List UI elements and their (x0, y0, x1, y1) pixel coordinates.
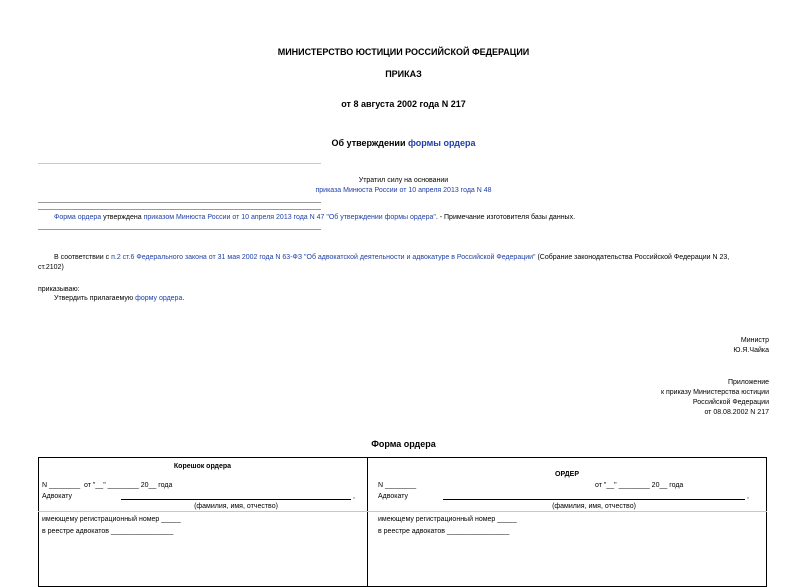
approve-end: . (182, 295, 185, 302)
stub-registry: в реестре адвокатов ________________ (42, 528, 174, 535)
document-date-number: от 8 августа 2002 года N 217 (341, 99, 466, 109)
stub-registration-number: имеющему регистрационный номер _____ (42, 516, 181, 523)
divider (38, 229, 321, 230)
appendix-line2: к приказу Министерства юстиции (660, 389, 769, 396)
divider (38, 209, 321, 210)
stub-lawyer-label: Адвокату (42, 493, 73, 500)
order-lawyer-name-line[interactable] (443, 499, 745, 500)
preamble-text: В соответствии с (54, 254, 112, 261)
signature-block (733, 336, 769, 356)
order-lawyer-label: Адвокату (378, 493, 409, 500)
approve-form-link[interactable]: форму ордера (135, 295, 183, 302)
appendix-block (661, 378, 769, 418)
editor-note-text-end: . - Примечание изготовителя базы данных. (435, 214, 576, 221)
stub-lawyer-name-line[interactable] (121, 499, 351, 500)
subject-link[interactable]: формы ордера (408, 138, 476, 148)
approve-item (54, 294, 184, 303)
appendix-line4: от 08.08.2002 N 217 (704, 409, 769, 416)
ministry-heading: МИНИСТЕРСТВО ЮСТИЦИИ РОССИЙСКОЙ ФЕДЕРАЦИИ (277, 47, 530, 57)
document-type: ПРИКАЗ (385, 69, 422, 79)
editor-note-text: утверждена (101, 214, 144, 221)
appendix-line1: Приложение (727, 379, 769, 386)
subject-prefix: Об утверждении (331, 138, 408, 148)
document-subject (0, 138, 807, 148)
divider (367, 511, 767, 512)
order-registration-number: имеющему регистрационный номер _____ (378, 516, 517, 523)
order-number: N ________ (378, 482, 417, 489)
appendix-line3: Российской Федерации (692, 399, 769, 406)
editor-note (54, 213, 575, 222)
order-fio-hint: (фамилия, имя, отчество) (552, 503, 636, 510)
order-word: приказываю: (38, 286, 80, 293)
order-registry: в реестре адвокатов ________________ (378, 528, 510, 535)
form-title: Форма ордера (371, 439, 436, 449)
divider (38, 163, 321, 164)
approve-text: Утвердить прилагаемую (54, 295, 136, 302)
stub-title: Корешок ордера (173, 463, 232, 470)
divider (38, 511, 367, 512)
order-title: ОРДЕР (555, 471, 579, 478)
editor-note-link-form[interactable]: Форма ордера (54, 214, 102, 221)
preamble-text-end: (Собрание законодательства Российской Федерации N 23, (535, 254, 730, 261)
divider (38, 202, 321, 203)
preamble-paragraph (54, 253, 729, 262)
signature-name: Ю.Я.Чайка (733, 347, 769, 354)
law-link[interactable]: п.2 ст.6 Федерального закона от 31 мая 2002 года N 63-ФЗ "Об адвокатской деятельности и адвокатуре в Российской Федерации" (111, 254, 536, 261)
preamble-continuation: ст.2102) (38, 264, 64, 271)
order-date: от "__" ________ 20__ года (595, 482, 684, 489)
signature-title: Министр (740, 337, 769, 344)
void-note-line1: Утратил силу на основании (358, 177, 449, 184)
stub-number-date: N ________ от "__" ________ 20__ года (42, 482, 173, 489)
order-comma: , (747, 493, 749, 500)
stub-fio-hint: (фамилия, имя, отчество) (194, 503, 278, 510)
void-note-link[interactable]: приказа Минюста России от 10 апреля 2013 года N 48 (315, 187, 492, 194)
editor-note-link-order[interactable]: приказом Минюста России от 10 апреля 2013 года N 47 "Об утверждении формы ордера" (143, 214, 436, 221)
stub-comma: , (353, 493, 355, 500)
